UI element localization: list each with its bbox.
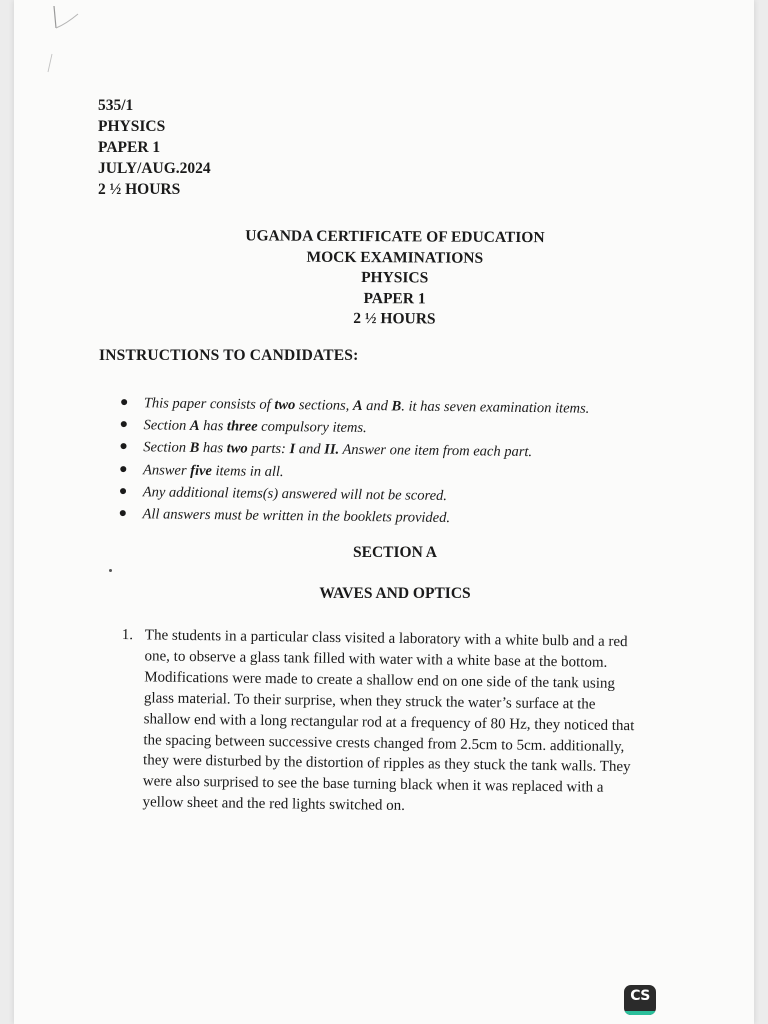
paper-date: JULY/AUG.2024 (98, 160, 211, 177)
section-subtitle: WAVES AND OPTICS (319, 585, 471, 602)
question-line: shallow end with a long rectangular rod at a frequency of 80 Hz, they noticed that (143, 710, 635, 734)
camscanner-logo-text: CS (630, 988, 650, 1004)
exam-title-line-1: UGANDA CERTIFICATE OF EDUCATION (245, 227, 545, 247)
bullet-icon: ● (118, 506, 128, 522)
instruction-item: ● Section A has three compulsory items. (119, 414, 679, 443)
scan-speck (109, 569, 112, 572)
question-number: 1. (121, 626, 134, 644)
camscanner-logo-accent (624, 1011, 656, 1015)
exam-title-line-5: 2 ½ HOURS (353, 309, 436, 328)
exam-page (14, 0, 754, 1024)
instruction-item: ● Answer five items in all. (119, 459, 679, 488)
question-1 (121, 625, 702, 815)
instruction-item: ● This paper consists of two sections, A and B. it has seven examination items. (120, 392, 680, 421)
question-text (142, 625, 693, 821)
instruction-item: ● Section B has two parts: I and II. Answer one item from each part. (119, 436, 679, 465)
instruction-item: ● Any additional items(s) answered will not be scored. (119, 481, 679, 510)
camscanner-logo-badge (624, 985, 656, 1015)
paper-code: 535/1 (98, 97, 134, 114)
question-line: one, to observe a glass tank filled with water with a white base at the bottom. (144, 648, 608, 671)
question-line: the spacing between successive crests changed from 2.5cm to 5cm. additionally, (143, 731, 625, 755)
section-title: SECTION A (353, 544, 437, 561)
instructions-list (118, 392, 680, 532)
bullet-icon: ● (118, 461, 128, 477)
instructions-heading: INSTRUCTIONS TO CANDIDATES: (99, 347, 359, 364)
question-line: The students in a particular class visited a laboratory with a white bulb and a red (144, 627, 628, 651)
paper-number: PAPER 1 (98, 139, 161, 156)
paper-header (98, 95, 211, 200)
bullet-icon: ● (119, 417, 129, 433)
question-line: yellow sheet and the red lights switched on. (142, 794, 406, 815)
instruction-item: ● All answers must be written in the booklets provided. (118, 503, 678, 532)
bullet-icon: ● (118, 483, 128, 499)
bullet-icon: ● (119, 394, 129, 411)
exam-title-line-4: PAPER 1 (363, 289, 426, 307)
exam-title-line-3: PHYSICS (361, 269, 429, 287)
bullet-icon: ● (119, 439, 128, 455)
exam-title-line-2: MOCK EXAMINATIONS (306, 248, 484, 267)
paper-duration: 2 ½ HOURS (98, 181, 181, 198)
exam-title-block (189, 226, 600, 331)
question-line: were also surprised to see the base turning black when it was replaced with a (142, 773, 604, 797)
question-line: glass material. To their surprise, when they struck the water’s surface at the (143, 690, 596, 713)
question-line: Modifications were made to create a shallow end on one side of the tank using (144, 669, 616, 692)
paper-subject: PHYSICS (98, 118, 166, 135)
question-line: they were disturbed by the distortion of ripples as they stuck the tank walls. They (142, 752, 631, 776)
scan-artifact-mark (44, 6, 84, 76)
